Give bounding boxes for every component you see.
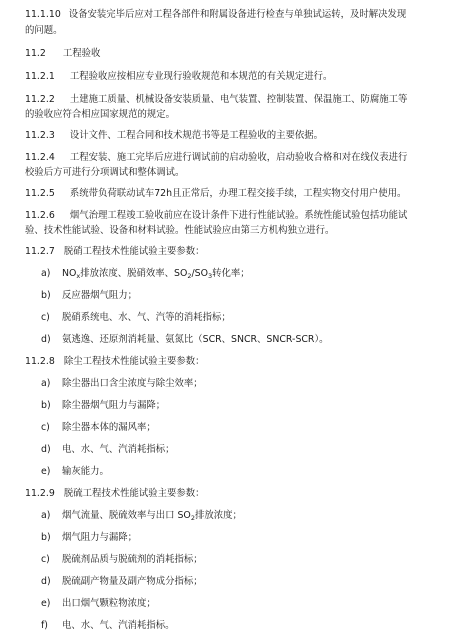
list-text: 反应器烟气阻力； <box>62 290 138 301</box>
clause-text: 除尘工程技术性能试验主要参数： <box>63 356 205 367</box>
clause-text: 脱硫工程技术性能试验主要参数： <box>63 488 205 499</box>
list-marker: a) <box>41 378 51 389</box>
clause-11-1-10 <box>25 8 406 21</box>
clause-text: 烟气治理工程竣工验收前应在设计条件下进行性能试验。系统性能试验包括功能试 <box>69 210 408 221</box>
list-text: 脱硫副产物量及副产物成分指标； <box>62 576 203 587</box>
list-text: 电、水、气、汽消耗指标。 <box>62 620 175 631</box>
list-marker: c) <box>41 422 50 433</box>
clause-text: 系统带负荷联动试车72h且正常后，办理工程交接手续，工程实物交付用户使用。 <box>69 188 407 199</box>
list-marker: c) <box>41 312 50 323</box>
list-item <box>41 267 250 283</box>
list-marker: b) <box>41 400 51 411</box>
list-text: 除尘器烟气阻力与漏降； <box>62 400 166 411</box>
clause-11-2-9 <box>25 487 204 500</box>
list-marker: e) <box>41 598 51 609</box>
list-marker: a) <box>41 510 51 521</box>
list-marker: d) <box>41 576 51 587</box>
list-item <box>41 333 329 346</box>
section-heading-11-2 <box>25 47 100 60</box>
clause-11-2-4-cont: 校验后方可进行分项调试和整体调试。 <box>25 167 185 178</box>
clause-11-2-6-cont: 验、技术性能试验、设备和材料试验。性能试验应由第三方机构独立进行。 <box>25 225 335 236</box>
list-text: 烟气流量、脱硫效率与出口 $SO_2$排放浓度； <box>62 510 242 522</box>
list-item <box>41 421 156 434</box>
clause-number: 11.2.4 <box>25 152 55 163</box>
list-text: 电、水、气、汽消耗指标； <box>62 444 175 455</box>
clause-text: 工程验收应按相应专业现行验收规范和本规范的有关规定进行。 <box>69 71 333 82</box>
clause-11-2-4 <box>25 151 407 164</box>
list-marker: f) <box>41 620 48 631</box>
list-item <box>41 531 137 544</box>
clause-11-2-2-cont: 的验收应符合相应国家规范的规定。 <box>25 109 176 120</box>
list-marker: d) <box>41 444 51 455</box>
clause-11-2-3 <box>25 129 323 142</box>
clause-text: 土建施工质量、机械设备安装质量、电气装置、控制装置、保温施工、防腐施工等 <box>69 94 408 105</box>
clause-11-2-8 <box>25 355 204 368</box>
list-text: 烟气阻力与漏降； <box>62 532 138 543</box>
clause-11-2-2 <box>25 93 407 106</box>
list-marker: c) <box>41 554 50 565</box>
list-marker: b) <box>41 290 51 301</box>
clause-number: 11.2.2 <box>25 94 55 105</box>
list-item <box>41 443 175 456</box>
clause-number: 11.2.8 <box>25 356 55 367</box>
list-text: 除尘器出口含尘浓度与除尘效率； <box>62 378 203 389</box>
clause-number: 11.2.5 <box>25 188 55 199</box>
list-item <box>41 399 165 412</box>
list-item <box>41 509 242 525</box>
list-item <box>41 597 156 610</box>
list-text: 脱硫剂品质与脱硫剂的消耗指标； <box>62 554 203 565</box>
list-marker: e) <box>41 466 51 477</box>
list-item <box>41 553 203 566</box>
clause-11-2-7 <box>25 245 204 258</box>
list-text: 氨逃逸、还原剂消耗量、氨氮比（SCR、SNCR、SNCR-SCR）。 <box>62 334 329 345</box>
clause-number: 11.2.6 <box>25 210 55 221</box>
section-title: 工程验收 <box>62 48 101 59</box>
list-item <box>41 377 203 390</box>
clause-number: 11.2.1 <box>25 71 55 82</box>
list-text: 输灰能力。 <box>62 466 109 477</box>
clause-number: 11.2.9 <box>25 488 55 499</box>
list-item <box>41 289 137 302</box>
clause-text: 设计文件、工程合同和技术规范书等是工程验收的主要依据。 <box>69 130 323 141</box>
clause-number: 11.1.10 <box>25 9 61 20</box>
list-marker: a) <box>41 268 51 279</box>
clause-number: 11.2.7 <box>25 246 55 257</box>
clause-number: 11.2.3 <box>25 130 55 141</box>
list-text: 除尘器本体的漏风率； <box>62 422 156 433</box>
list-item <box>41 619 175 632</box>
list-item <box>41 465 109 478</box>
list-text: 脱硝系统电、水、气、汽等的消耗指标； <box>62 312 231 323</box>
clause-11-2-5 <box>25 187 406 200</box>
clause-11-2-6 <box>25 209 407 222</box>
list-marker: b) <box>41 532 51 543</box>
list-text: $NO_x$排放浓度、脱硝效率、$SO_2/SO_3$转化率； <box>62 268 250 280</box>
clause-text: 工程安装、施工完毕后应进行调试前的启动验收，启动验收合格和对在线仪表进行 <box>69 152 408 163</box>
clause-text: 脱硝工程技术性能试验主要参数： <box>63 246 205 257</box>
section-number: 11.2 <box>25 48 46 59</box>
clause-11-1-10-cont: 的问题。 <box>25 25 63 36</box>
list-item <box>41 311 231 324</box>
clause-11-2-1 <box>25 70 332 83</box>
list-item <box>41 575 203 588</box>
list-text: 出口烟气颗粒物浓度； <box>62 598 156 609</box>
list-marker: d) <box>41 334 51 345</box>
clause-text: 设备安装完毕后应对工程各部件和附属设备进行检查与单独试运转，及时解决发现 <box>68 9 407 20</box>
